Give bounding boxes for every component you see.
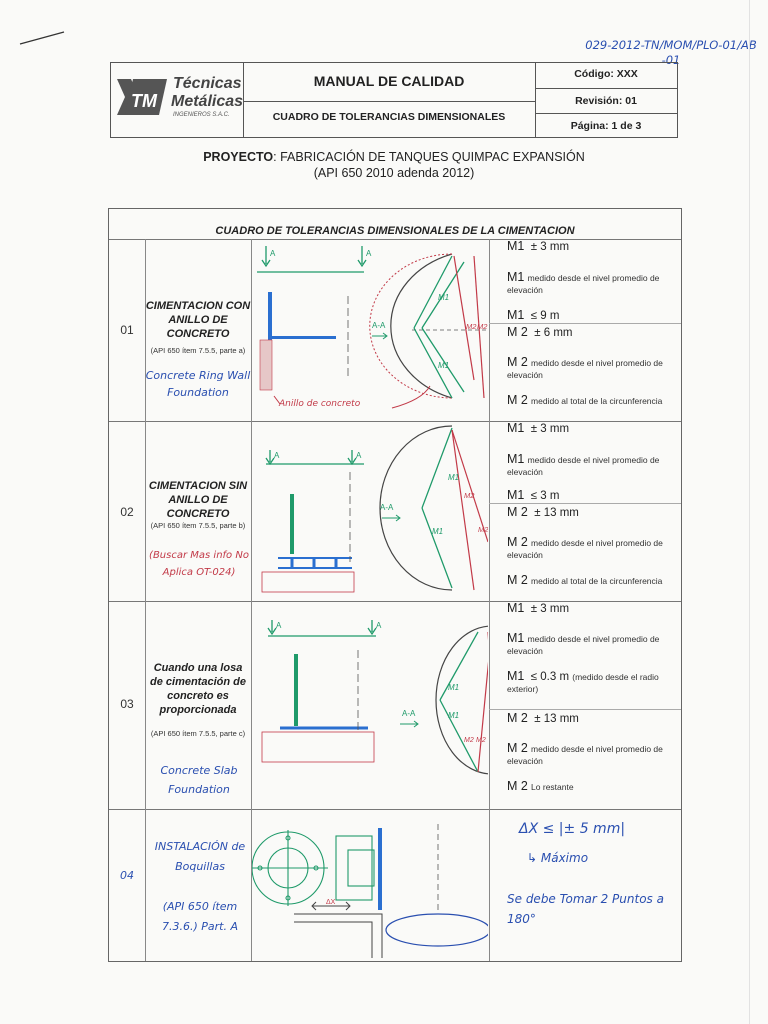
- tm-logo-icon: [117, 77, 169, 117]
- row-02-tol-m2-note: M 2 medido desde el nivel promedio de elevación: [507, 535, 663, 560]
- row-04-handwritten-instruction: Se debe Tomar 2 Puntos a 180°: [507, 892, 664, 926]
- row-02-foundation-sketch: [252, 422, 488, 600]
- row-01-tol-m1-note: M1 medido desde el nivel promedio de elevación: [507, 270, 660, 295]
- svg-text:ΔX: ΔX: [326, 899, 336, 906]
- row-01-reference: (API 650 ítem 7.5.5, parte a): [150, 346, 246, 355]
- svg-text:A-A: A-A: [380, 503, 394, 512]
- svg-text:M1: M1: [438, 361, 450, 370]
- row-03-number: 03: [120, 697, 134, 711]
- row-03-tol-m2-value: M 2 ± 13 mm: [507, 711, 579, 725]
- row-02-title: CIMENTACION SIN ANILLO DE CONCRETO: [148, 480, 248, 520]
- row-04-nozzle-sketch: [252, 810, 488, 960]
- svg-text:TM: TM: [131, 91, 157, 111]
- svg-text:M1: M1: [448, 683, 460, 692]
- svg-text:A: A: [366, 249, 372, 258]
- row-01-tol-m1-value: M1 ± 3 mm: [507, 239, 570, 253]
- doc-title: MANUAL DE CALIDAD: [313, 73, 465, 89]
- svg-text:M2: M2: [464, 737, 474, 744]
- row-03-title: Cuando una losa de cimentación de concreto es proporcionada: [150, 662, 246, 716]
- row-04-handwritten-max: ↳ Máximo: [527, 851, 589, 865]
- logo-line2: Metálicas: [171, 93, 244, 110]
- svg-text:M2: M2: [476, 737, 486, 744]
- project-standard: (API 650 2010 adenda 2012): [313, 166, 475, 180]
- row-01-foundation-sketch: [252, 240, 488, 420]
- table-title: CUADRO DE TOLERANCIAS DIMENSIONALES DE LA CIMENTACION: [215, 225, 575, 237]
- svg-text:M1: M1: [438, 293, 450, 302]
- svg-text:A-A: A-A: [402, 709, 416, 718]
- handwritten-reference: 029-2012-TN/MOM/PLO-01/AB -01: [585, 38, 757, 67]
- svg-text:M1: M1: [448, 711, 460, 720]
- row-03-tol-m1-dist: M1 ≤ 0.3 m (medido desde el radio exterior): [507, 669, 659, 694]
- svg-text:M1: M1: [448, 473, 460, 482]
- svg-text:A: A: [356, 451, 362, 460]
- stray-pen-mark: [18, 28, 68, 48]
- logo-line1: Técnicas: [173, 75, 242, 92]
- row-02-tol-m1-dist: M1 ≤ 3 m: [507, 488, 560, 502]
- svg-text:A-A: A-A: [372, 321, 386, 330]
- svg-text:M2: M2: [464, 491, 475, 500]
- row-03-tol-m1-note: M1 medido desde el nivel promedio de elevación: [507, 631, 660, 656]
- doc-page: Página: 1 de 3: [570, 120, 642, 132]
- row-02-tol-m1-note: M1 medido desde el nivel promedio de elevación: [507, 452, 660, 477]
- row-02-number: 02: [120, 505, 134, 519]
- row-01-tol-m2-value: M 2 ± 6 mm: [507, 325, 573, 339]
- project-name: : FABRICACIÓN DE TANQUES QUIMPAC EXPANSIÓN: [273, 150, 585, 164]
- tolerance-table: [108, 208, 682, 962]
- doc-subtitle: CUADRO DE TOLERANCIAS DIMENSIONALES: [272, 111, 506, 123]
- row-04-handwritten-tolerance: ΔX ≤ |± 5 mm|: [519, 821, 626, 837]
- row-02-handwritten-note: (Buscar Mas info No Aplica OT-024): [149, 550, 249, 578]
- svg-text:M1: M1: [432, 527, 444, 536]
- row-01-tol-m1-dist: M1 ≤ 9 m: [507, 308, 560, 322]
- project-line: [108, 150, 680, 164]
- row-03-tol-m2-note: M 2 medido desde el nivel promedio de elevación: [507, 741, 663, 766]
- row-01-number: 01: [120, 323, 134, 337]
- row-02-tol-m2-value: M 2 ± 13 mm: [507, 505, 579, 519]
- project-label: PROYECTO: [203, 150, 274, 164]
- row-01-tol-m2-note: M 2 medido desde el nivel promedio de elevación: [507, 355, 663, 380]
- row-03-handwritten-note: Concrete Slab Foundation: [160, 764, 238, 796]
- page-edge: [749, 0, 750, 1024]
- row-04-handwritten-reference: (API 650 ítem 7.3.6.) Part. A: [161, 900, 238, 933]
- row-02-tol-m2-circ: M 2 medido al total de la circunferencia: [507, 573, 663, 587]
- row-02-tol-m1-value: M1 ± 3 mm: [507, 421, 570, 435]
- row-03-foundation-sketch: [252, 602, 488, 808]
- doc-revision: Revisión: 01: [575, 95, 637, 107]
- svg-text:A: A: [276, 621, 282, 630]
- svg-text:A: A: [274, 451, 280, 460]
- svg-text:A: A: [376, 621, 382, 630]
- svg-text:M2: M2: [478, 525, 488, 534]
- logo-line3: INGENIEROS S.A.C.: [173, 112, 230, 118]
- company-logo: [115, 73, 244, 129]
- row-01-tol-m2-circ: M 2 medido al total de la circunferencia: [507, 393, 663, 407]
- row-01-sketch-note: Anillo de concreto: [279, 399, 361, 409]
- row-03-tol-m2-rest: M 2 Lo restante: [507, 779, 574, 793]
- document-header: [110, 62, 678, 138]
- doc-code: Código: XXX: [574, 68, 638, 80]
- svg-text:M2: M2: [466, 322, 477, 331]
- row-04-number: 04: [120, 869, 134, 882]
- row-04-handwritten-title: INSTALACIÓN de Boquillas: [154, 840, 246, 873]
- row-03-tol-m1-value: M1 ± 3 mm: [507, 601, 570, 615]
- row-01-handwritten-note: Concrete Ring Wall Foundation: [145, 369, 251, 399]
- row-01-title: CIMENTACION CON ANILLO DE CONCRETO: [145, 300, 251, 340]
- svg-text:M2: M2: [477, 322, 488, 331]
- svg-text:A: A: [270, 249, 276, 258]
- row-03-reference: (API 650 ítem 7.5.5, parte c): [150, 729, 246, 738]
- row-02-reference: (API 650 ítem 7.5.5, parte b): [150, 521, 246, 530]
